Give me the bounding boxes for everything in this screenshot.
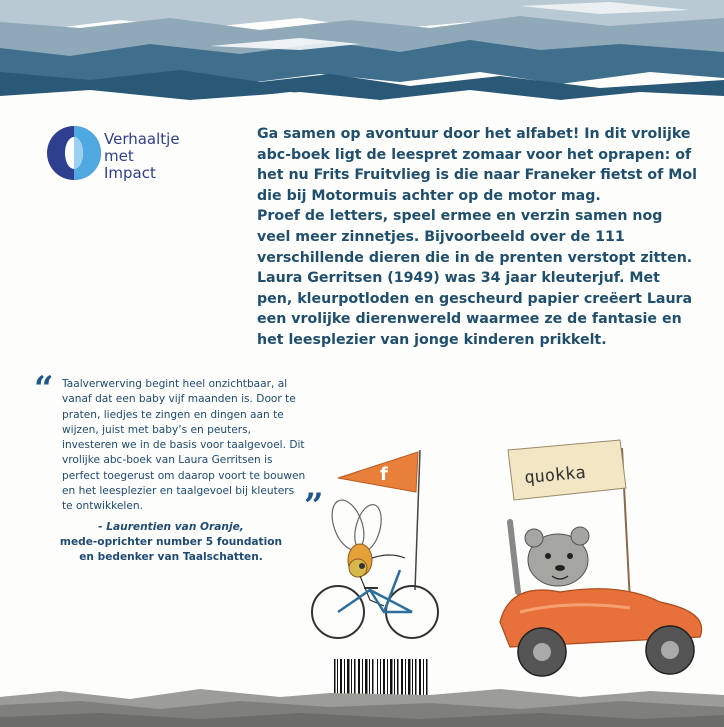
torn-paper-ground [0,675,724,727]
quokka-car-illustration [480,432,720,687]
close-quote-mark: ” [304,486,324,526]
verhaaltje-logo-icon [46,125,102,181]
car-sign-text: quokka [523,462,587,489]
blurb-paragraph: Laura Gerritsen (1949) was 34 jaar kleuterjuf. Met pen, kleurpotloden en gescheurd papier creëert Laura een vrolijke dierenwereld waarmee ze de fantasie en het leesplezier van jonge kinderen prikkelt. [257,270,693,348]
blurb-paragraph: Proef de letters, speel ermee en verzin samen nog veel meer zinnetjes. Bijvoorbeeld over de 111 verschillende dieren die in de prenten verstopt zitten. [257,208,693,266]
blurb-paragraph: Ga samen op avontuur door het alfabet! In dit vrolijke abc-boek ligt de leespret zomaar voor het oprapen: of het nu Frits Fruitvlieg is die naar Franeker fietst of Mol die bij Motormuis achter op de motor mag. [257,126,697,204]
logo-wordmark [104,131,180,182]
book-blurb [257,124,697,351]
quote-attribution [56,520,286,566]
logo-line-1: Verhaaltje [104,130,180,148]
publisher-logo [46,125,206,195]
logo-line-3: Impact [104,164,156,182]
logo-line-2: met [104,147,134,165]
quote-author-role: en bedenker van Taalschatten. [79,551,263,564]
torn-paper-sky [0,0,724,110]
quote-author-role: mede-oprichter number 5 foundation [59,536,283,549]
open-quote-mark: “ [34,369,54,409]
quote-author: - Laurentien van Oranje, [98,521,244,533]
endorsement-quote: Taalverwerving begint heel onzichtbaar, al vanaf dat een baby vijf maanden is. Door te praten, liedjes te zingen en dingen aan te wijzen, juist met baby’s en peuters, investeren we in de basis voor taalgevoel. Dit vrolijke abc-boek van Laura Gerritsen is perfect toegerust om daarop voort te bouwen en het leesplezier en taalgevoel bij kleuters te ontwikkelen. [62,378,306,513]
fly-flag-letter: f [380,464,388,485]
fruitfly-bicycle-illustration [300,440,445,650]
